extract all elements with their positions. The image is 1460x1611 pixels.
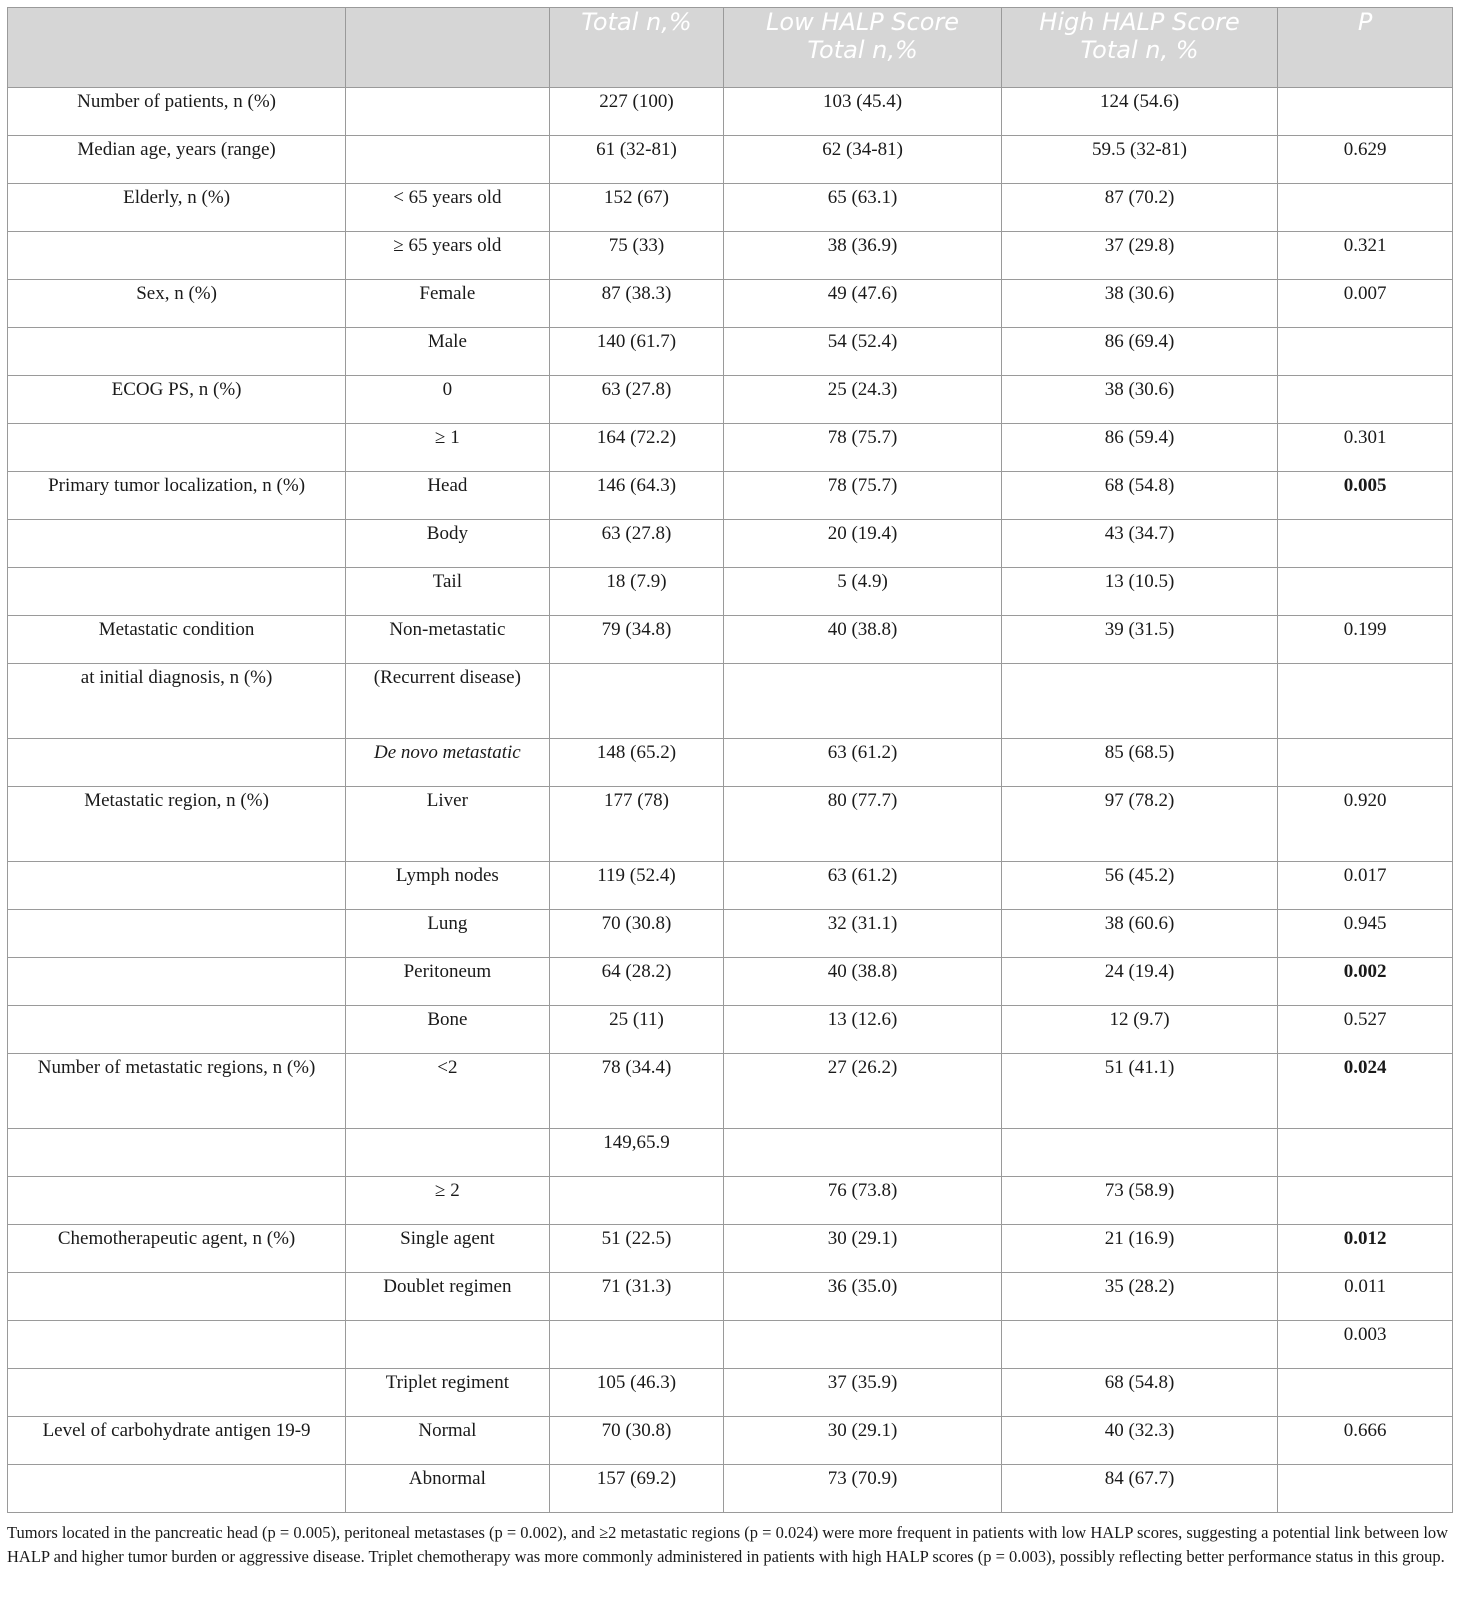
row-low: 27 (26.2) [724, 1054, 1001, 1129]
row-label [8, 1273, 346, 1321]
row-label: Level of carbohydrate antigen 19-9 [8, 1417, 346, 1465]
table-row [8, 910, 1453, 958]
row-label [8, 1321, 346, 1369]
row-low: 5 (4.9) [724, 568, 1001, 616]
table-row [8, 664, 1453, 739]
row-high: 35 (28.2) [1001, 1273, 1277, 1321]
table-row [8, 1054, 1453, 1129]
row-high [1001, 664, 1277, 739]
row-high: 43 (34.7) [1001, 520, 1277, 568]
row-subgroup: 0 [346, 376, 549, 424]
table-row [8, 616, 1453, 664]
row-low [724, 1129, 1001, 1177]
table-row [8, 280, 1453, 328]
header-p-value: P [1278, 8, 1453, 88]
row-total: 63 (27.8) [549, 376, 724, 424]
characteristics-table [7, 7, 1453, 1513]
row-high: 73 (58.9) [1001, 1177, 1277, 1225]
row-total: 164 (72.2) [549, 424, 724, 472]
header-label [8, 8, 346, 88]
row-label [8, 328, 346, 376]
row-label [8, 1006, 346, 1054]
table-row [8, 232, 1453, 280]
row-p: 0.945 [1278, 910, 1453, 958]
header-total: Total n,% [549, 8, 724, 88]
row-total: 75 (33) [549, 232, 724, 280]
row-total: 149,65.9 [549, 1129, 724, 1177]
row-subgroup: Single agent [346, 1225, 549, 1273]
row-high: 13 (10.5) [1001, 568, 1277, 616]
row-low: 40 (38.8) [724, 958, 1001, 1006]
row-subgroup: Non-metastatic [346, 616, 549, 664]
row-high: 86 (69.4) [1001, 328, 1277, 376]
row-label: Median age, years (range) [8, 136, 346, 184]
row-high: 68 (54.8) [1001, 472, 1277, 520]
row-low: 38 (36.9) [724, 232, 1001, 280]
table-row [8, 184, 1453, 232]
row-label [8, 1177, 346, 1225]
row-total: 71 (31.3) [549, 1273, 724, 1321]
row-total: 63 (27.8) [549, 520, 724, 568]
table-row [8, 1321, 1453, 1369]
row-subgroup: ≥ 65 years old [346, 232, 549, 280]
row-low: 36 (35.0) [724, 1273, 1001, 1321]
row-low: 65 (63.1) [724, 184, 1001, 232]
row-subgroup: (Recurrent disease) [346, 664, 549, 739]
row-total: 87 (38.3) [549, 280, 724, 328]
row-label [8, 1129, 346, 1177]
row-label [8, 739, 346, 787]
row-p [1278, 1129, 1453, 1177]
row-total: 177 (78) [549, 787, 724, 862]
row-p: 0.024 [1278, 1054, 1453, 1129]
row-label [8, 232, 346, 280]
row-label: Number of metastatic regions, n (%) [8, 1054, 346, 1129]
row-total: 51 (22.5) [549, 1225, 724, 1273]
table-row [8, 1225, 1453, 1273]
row-low [724, 664, 1001, 739]
row-label [8, 424, 346, 472]
row-low: 63 (61.2) [724, 739, 1001, 787]
row-total: 157 (69.2) [549, 1465, 724, 1513]
row-low: 63 (61.2) [724, 862, 1001, 910]
row-subgroup: ≥ 1 [346, 424, 549, 472]
row-high: 56 (45.2) [1001, 862, 1277, 910]
row-p [1278, 664, 1453, 739]
table-row [8, 1273, 1453, 1321]
row-p: 0.003 [1278, 1321, 1453, 1369]
row-total: 64 (28.2) [549, 958, 724, 1006]
row-subgroup: <2 [346, 1054, 549, 1129]
row-subgroup: Tail [346, 568, 549, 616]
table-row [8, 88, 1453, 136]
row-label: Metastatic condition [8, 616, 346, 664]
row-subgroup [346, 88, 549, 136]
table-row [8, 520, 1453, 568]
row-low: 20 (19.4) [724, 520, 1001, 568]
row-p [1278, 520, 1453, 568]
row-total: 70 (30.8) [549, 910, 724, 958]
row-total: 148 (65.2) [549, 739, 724, 787]
row-high [1001, 1129, 1277, 1177]
row-p: 0.005 [1278, 472, 1453, 520]
table-row [8, 136, 1453, 184]
table-row [8, 787, 1453, 862]
row-label [8, 958, 346, 1006]
row-label [8, 1465, 346, 1513]
header-high-line1: High HALP Score [1039, 8, 1240, 36]
row-low: 78 (75.7) [724, 472, 1001, 520]
row-subgroup: Lung [346, 910, 549, 958]
row-subgroup: Body [346, 520, 549, 568]
row-p: 0.012 [1278, 1225, 1453, 1273]
row-high: 39 (31.5) [1001, 616, 1277, 664]
row-low: 25 (24.3) [724, 376, 1001, 424]
row-p [1278, 1177, 1453, 1225]
row-total: 119 (52.4) [549, 862, 724, 910]
row-high: 87 (70.2) [1001, 184, 1277, 232]
header-low-line1: Low HALP Score [766, 8, 960, 36]
row-low: 73 (70.9) [724, 1465, 1001, 1513]
row-subgroup: De novo metastatic [346, 739, 549, 787]
row-high: 97 (78.2) [1001, 787, 1277, 862]
row-total: 78 (34.4) [549, 1054, 724, 1129]
row-low: 30 (29.1) [724, 1417, 1001, 1465]
row-subgroup: Normal [346, 1417, 549, 1465]
row-p: 0.629 [1278, 136, 1453, 184]
row-low: 13 (12.6) [724, 1006, 1001, 1054]
row-p: 0.666 [1278, 1417, 1453, 1465]
row-total: 105 (46.3) [549, 1369, 724, 1417]
row-high: 38 (30.6) [1001, 376, 1277, 424]
row-p [1278, 568, 1453, 616]
row-p: 0.321 [1278, 232, 1453, 280]
row-subgroup: Doublet regimen [346, 1273, 549, 1321]
row-high: 85 (68.5) [1001, 739, 1277, 787]
row-subgroup: Peritoneum [346, 958, 549, 1006]
row-high: 86 (59.4) [1001, 424, 1277, 472]
table-row [8, 376, 1453, 424]
row-low: 40 (38.8) [724, 616, 1001, 664]
row-subgroup: ≥ 2 [346, 1177, 549, 1225]
row-label: Primary tumor localization, n (%) [8, 472, 346, 520]
table-row [8, 568, 1453, 616]
header-subgroup [346, 8, 549, 88]
row-p [1278, 1369, 1453, 1417]
row-total [549, 1321, 724, 1369]
row-label: Number of patients, n (%) [8, 88, 346, 136]
row-low: 32 (31.1) [724, 910, 1001, 958]
row-p: 0.301 [1278, 424, 1453, 472]
row-subgroup: Lymph nodes [346, 862, 549, 910]
row-high: 40 (32.3) [1001, 1417, 1277, 1465]
row-subgroup: Liver [346, 787, 549, 862]
row-total: 79 (34.8) [549, 616, 724, 664]
row-subgroup: < 65 years old [346, 184, 549, 232]
header-high-line2: Total n, % [1080, 36, 1199, 64]
row-p: 0.920 [1278, 787, 1453, 862]
row-total [549, 1177, 724, 1225]
table-row [8, 1417, 1453, 1465]
row-low [724, 1321, 1001, 1369]
row-subgroup: Head [346, 472, 549, 520]
row-p [1278, 328, 1453, 376]
row-total: 227 (100) [549, 88, 724, 136]
row-p [1278, 88, 1453, 136]
row-subgroup: Female [346, 280, 549, 328]
row-subgroup: Triplet regiment [346, 1369, 549, 1417]
row-label: Sex, n (%) [8, 280, 346, 328]
row-low: 80 (77.7) [724, 787, 1001, 862]
row-p [1278, 1465, 1453, 1513]
header-low-halp [724, 8, 1001, 88]
row-p [1278, 184, 1453, 232]
header-high-halp [1001, 8, 1277, 88]
row-label: Metastatic region, n (%) [8, 787, 346, 862]
row-high: 51 (41.1) [1001, 1054, 1277, 1129]
row-high [1001, 1321, 1277, 1369]
table-row [8, 424, 1453, 472]
row-low: 76 (73.8) [724, 1177, 1001, 1225]
row-subgroup [346, 1321, 549, 1369]
row-low: 103 (45.4) [724, 88, 1001, 136]
row-total: 25 (11) [549, 1006, 724, 1054]
table-row [8, 862, 1453, 910]
row-p: 0.017 [1278, 862, 1453, 910]
row-p [1278, 739, 1453, 787]
row-high: 12 (9.7) [1001, 1006, 1277, 1054]
table-row [8, 328, 1453, 376]
row-total: 140 (61.7) [549, 328, 724, 376]
row-total [549, 664, 724, 739]
row-p: 0.199 [1278, 616, 1453, 664]
row-p: 0.527 [1278, 1006, 1453, 1054]
table-row [8, 1006, 1453, 1054]
row-subgroup: Abnormal [346, 1465, 549, 1513]
header-low-line2: Total n,% [807, 36, 918, 64]
row-p: 0.011 [1278, 1273, 1453, 1321]
row-label [8, 1369, 346, 1417]
table-row [8, 739, 1453, 787]
row-subgroup: Bone [346, 1006, 549, 1054]
row-low: 49 (47.6) [724, 280, 1001, 328]
row-subgroup [346, 136, 549, 184]
table-footnote: Tumors located in the pancreatic head (p = 0.005), peritoneal metastases (p = 0.002), and ≥2 metastatic regions (p = 0.024) were more frequent in patients with low HALP scores, suggesting a potential link between low HALP and higher tumor burden or aggressive disease. Triplet chemotherapy was more commonly administered in patients with high HALP scores (p = 0.003), possibly reflecting better performance status in this group. [7, 1523, 1449, 1566]
row-p: 0.007 [1278, 280, 1453, 328]
row-high: 124 (54.6) [1001, 88, 1277, 136]
table-row [8, 1177, 1453, 1225]
table-row [8, 1369, 1453, 1417]
row-label [8, 520, 346, 568]
row-label [8, 862, 346, 910]
row-label: ECOG PS, n (%) [8, 376, 346, 424]
table-header-row [8, 8, 1453, 88]
row-total: 152 (67) [549, 184, 724, 232]
row-label: Chemotherapeutic agent, n (%) [8, 1225, 346, 1273]
row-high: 59.5 (32-81) [1001, 136, 1277, 184]
row-total: 61 (32-81) [549, 136, 724, 184]
row-label: at initial diagnosis, n (%) [8, 664, 346, 739]
row-p [1278, 376, 1453, 424]
row-total: 70 (30.8) [549, 1417, 724, 1465]
row-low: 78 (75.7) [724, 424, 1001, 472]
row-subgroup: Male [346, 328, 549, 376]
row-total: 18 (7.9) [549, 568, 724, 616]
row-low: 62 (34-81) [724, 136, 1001, 184]
row-total: 146 (64.3) [549, 472, 724, 520]
row-high: 38 (60.6) [1001, 910, 1277, 958]
row-low: 30 (29.1) [724, 1225, 1001, 1273]
row-high: 68 (54.8) [1001, 1369, 1277, 1417]
row-label [8, 568, 346, 616]
row-high: 37 (29.8) [1001, 232, 1277, 280]
row-low: 37 (35.9) [724, 1369, 1001, 1417]
row-label [8, 910, 346, 958]
row-high: 84 (67.7) [1001, 1465, 1277, 1513]
row-low: 54 (52.4) [724, 328, 1001, 376]
row-high: 38 (30.6) [1001, 280, 1277, 328]
table-row [8, 958, 1453, 1006]
table-row [8, 1129, 1453, 1177]
row-high: 21 (16.9) [1001, 1225, 1277, 1273]
table-row [8, 1465, 1453, 1513]
row-p: 0.002 [1278, 958, 1453, 1006]
row-subgroup [346, 1129, 549, 1177]
row-label: Elderly, n (%) [8, 184, 346, 232]
row-high: 24 (19.4) [1001, 958, 1277, 1006]
table-row [8, 472, 1453, 520]
